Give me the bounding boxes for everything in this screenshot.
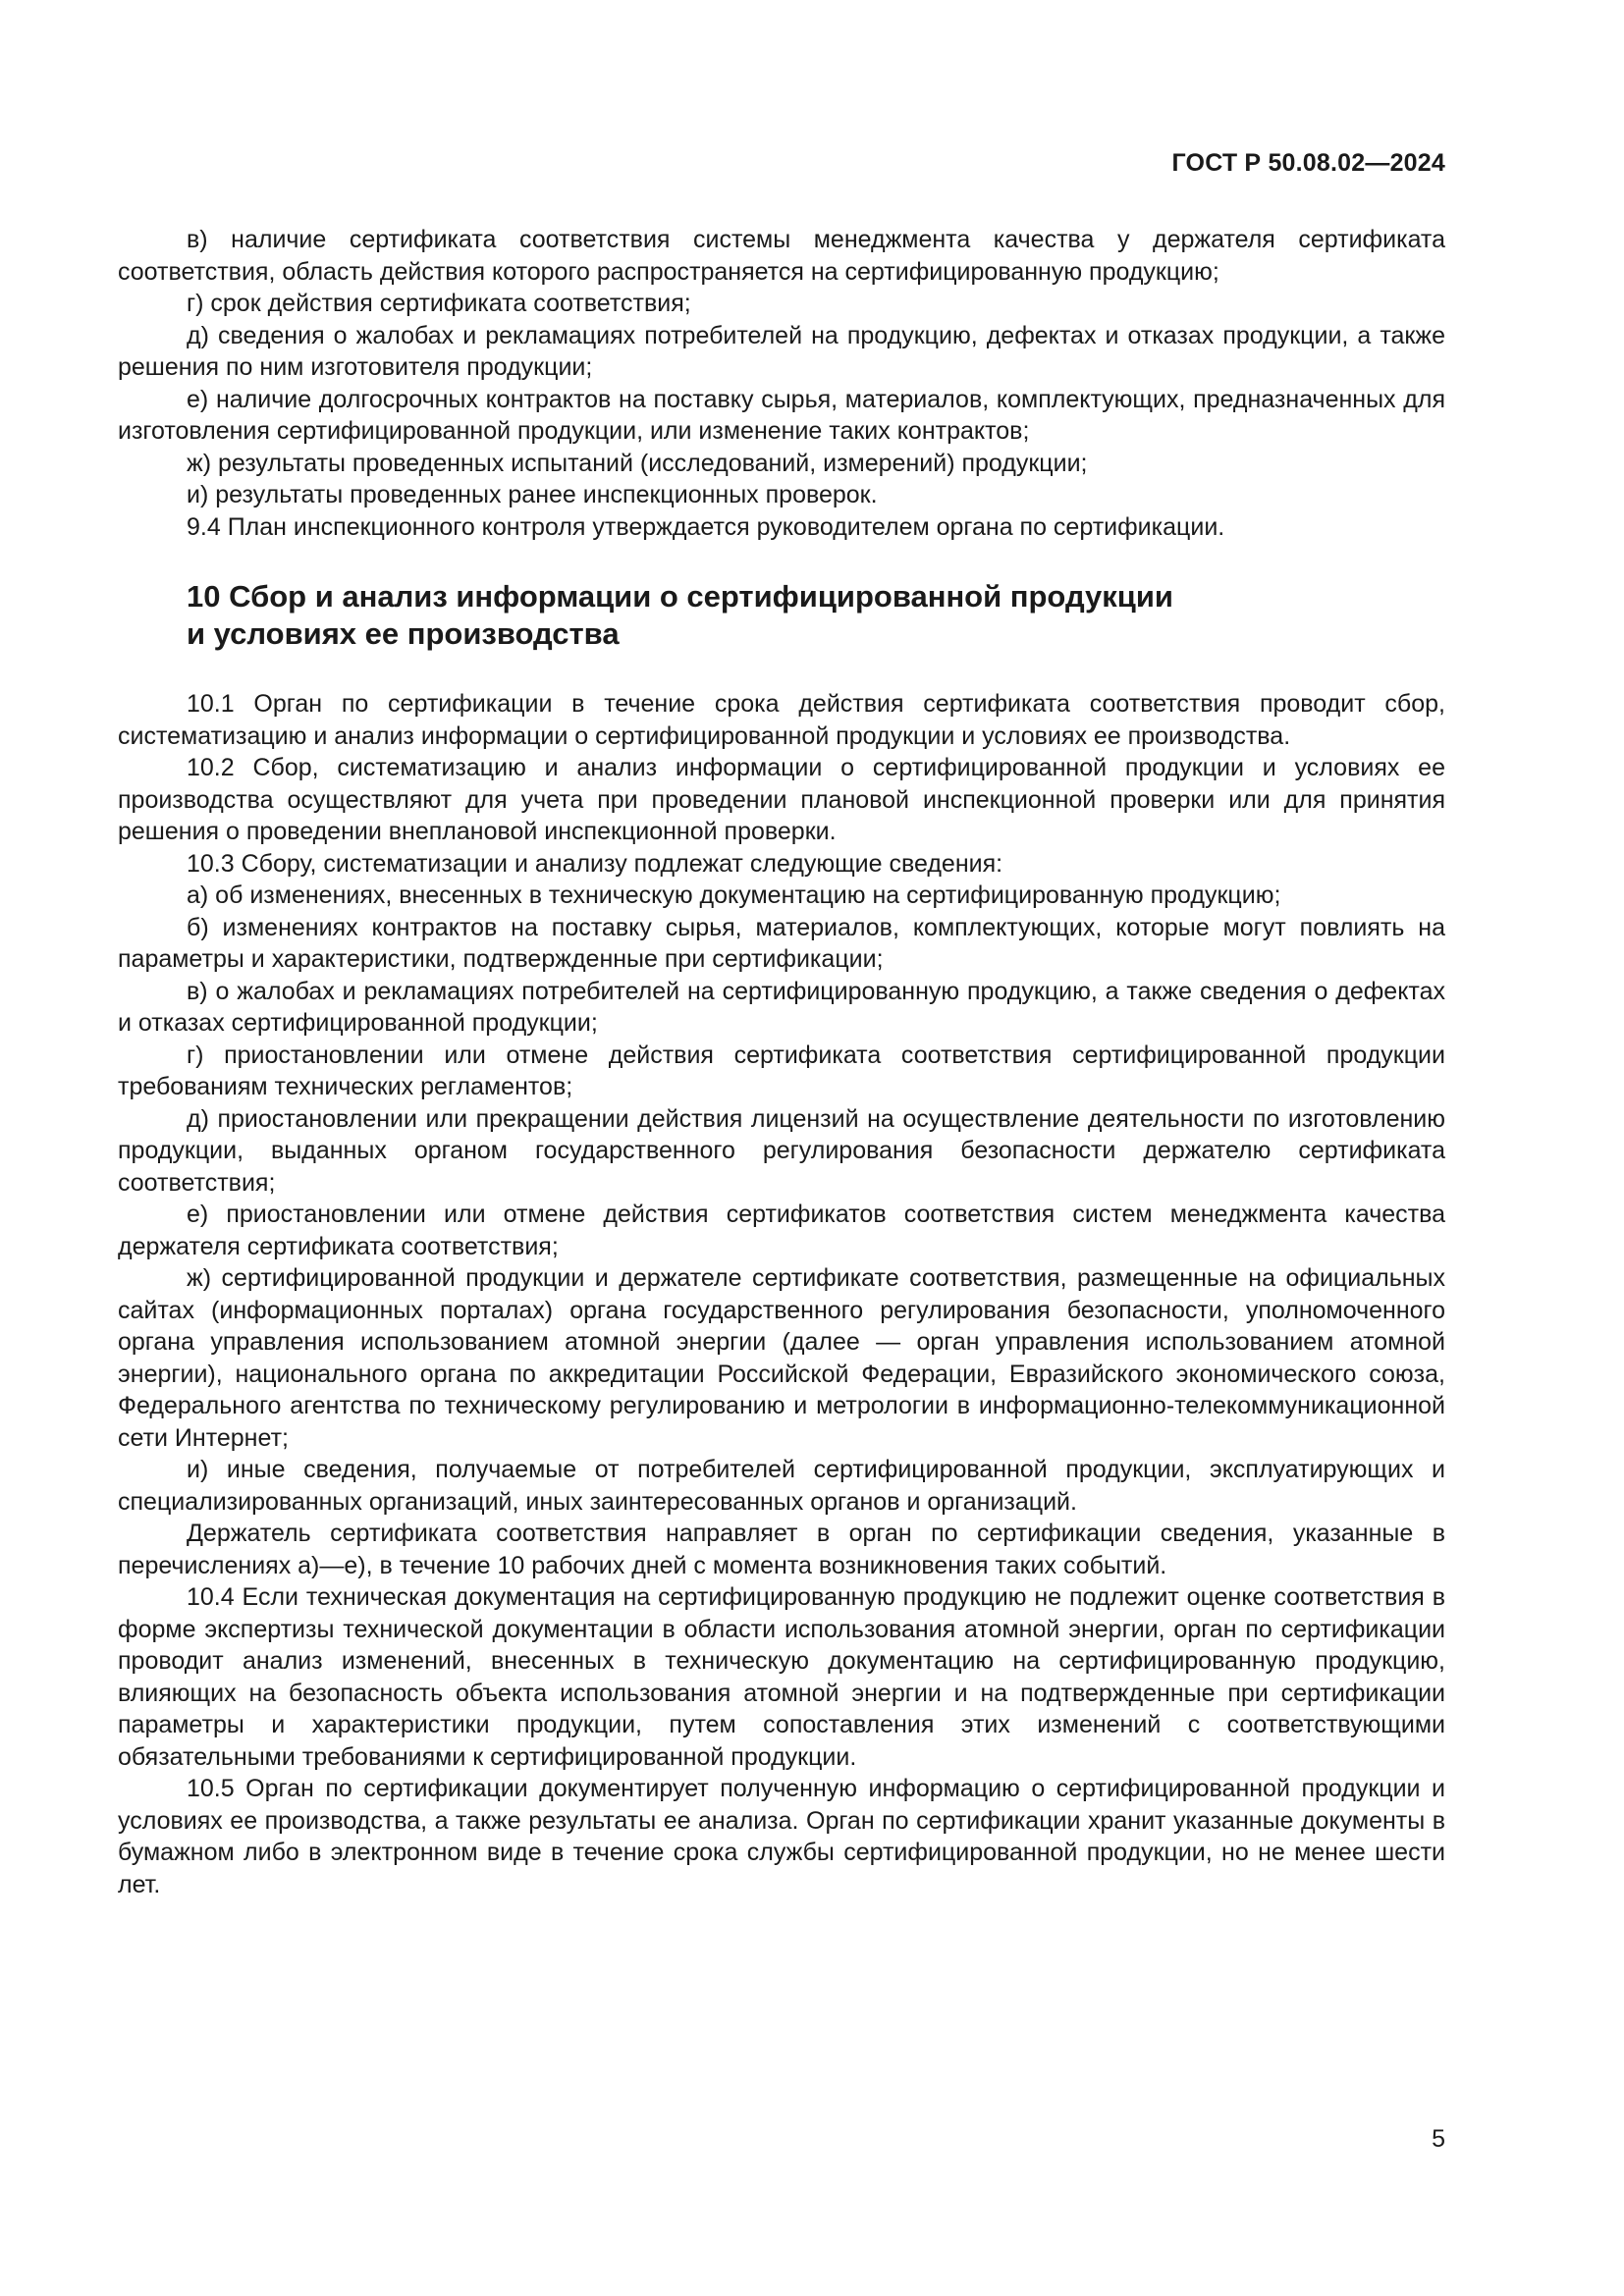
paragraph-i: и) результаты проведенных ранее инспекционных проверок. xyxy=(187,481,878,508)
paragraph-10-4: 10.4 Если техническая документация на сертифицированную продукцию не подлежит оценке соответствия в форме экспертизы технической документации в области использования атомной энергии, орган по сертификации проводит анализ изменений, внесенных в техническую документацию на сертифицированную продукцию, влияющих на безопасность объекта использования атомной энергии и на подтвержденные при сертификации параметры и характеристики продукции, путем сопоставления этих изменений с соответствующими обязательными требованиями к сертифицированной продукции. xyxy=(118,1583,1445,1771)
paragraph-d: д) сведения о жалобах и рекламациях потребителей на продукцию, дефектах и отказах продукции, а также решения по ним изготовителя продукции; xyxy=(118,321,1445,381)
paragraph-holder-obligation: Держатель сертификата соответствия направляет в орган по сертификации сведения, указанные в перечислениях а)—е), в течение 10 рабочих дней с момента возникновения таких событий. xyxy=(118,1520,1445,1579)
paragraph-10-1: 10.1 Орган по сертификации в течение срока действия сертификата соответствия проводит сбор, систематизацию и анализ информации о сертифицированной продукции и условиях ее производства. xyxy=(118,690,1445,750)
list-item-g: г) приостановлении или отмене действия сертификата соответствия сертифицированной продукции требованиям технических регламентов; xyxy=(118,1041,1445,1100)
section-10-heading xyxy=(187,578,1316,653)
page-number: 5 xyxy=(1432,2125,1445,2153)
paragraph-9-4: 9.4 План инспекционного контроля утверждается руководителем органа по сертификации. xyxy=(187,512,1225,541)
list-item-a: а) об изменениях, внесенных в техническую документацию на сертифицированную продукцию; xyxy=(187,881,1281,909)
paragraph-e: е) наличие долгосрочных контрактов на поставку сырья, материалов, комплектующих, предназначенных для изготовления сертифицированной продукции, или изменение таких контрактов; xyxy=(118,385,1445,445)
list-item-i: и) иные сведения, получаемые от потребителей сертифицированной продукции, эксплуатирующих и специализированных организаций, иных заинтересованных органов и организаций. xyxy=(118,1456,1445,1516)
paragraph-10-5: 10.5 Орган по сертификации документирует полученную информацию о сертифицированной продукции и условиях ее производства, а также результаты ее анализа. Орган по сертификации хранит указанные документы в бумажном либо в электронном виде в течение срока службы сертифицированной продукции, но не менее шести лет. xyxy=(118,1775,1445,1898)
document-body xyxy=(118,224,1445,1900)
paragraph-zh: ж) результаты проведенных испытаний (исследований, измерений) продукции; xyxy=(187,449,1088,477)
paragraph-10-3: 10.3 Сбору, систематизации и анализу подлежат следующие сведения: xyxy=(187,849,1003,878)
list-item-e: е) приостановлении или отмене действия сертификатов соответствия систем менеджмента качества держателя сертификата соответствия; xyxy=(118,1201,1445,1260)
document-code-header: ГОСТ Р 50.08.02—2024 xyxy=(1171,149,1445,177)
paragraph-10-2: 10.2 Сбор, систематизацию и анализ информации о сертифицированной продукции и условиях ее производства осуществляют для учета при проведении плановой инспекционной проверки или для принятия решения о проведении внеплановой инспекционной проверки. xyxy=(118,754,1445,845)
section-title-line-2: и условиях ее производства xyxy=(187,616,620,651)
paragraph-v: в) наличие сертификата соответствия системы менеджмента качества у держателя сертификата соответствия, область действия которого распространяется на сертифицированную продукцию; xyxy=(118,226,1445,286)
list-item-zh: ж) сертифицированной продукции и держателе сертификате соответствия, размещенные на официальных сайтах (информационных порталах) органа государственного регулирования безопасности, уполномоченного органа управления использованием атомной энергии (далее — орган управления использованием атомной энергии), национального органа по аккредитации Российской Федерации, Евразийского экономического союза, Федерального агентства по техническому регулированию и метрологии в информационно-телекоммуникационной сети Интернет; xyxy=(118,1264,1445,1452)
list-item-d: д) приостановлении или прекращении действия лицензий на осуществление деятельности по изготовлению продукции, выданных органом государственного регулирования безопасности держателю сертификата соответствия; xyxy=(118,1104,1445,1197)
paragraph-g: г) срок действия сертификата соответствия; xyxy=(187,290,691,317)
list-item-v: в) о жалобах и рекламациях потребителей на сертифицированную продукцию, а также сведения о дефектах и отказах сертифицированной продукции; xyxy=(118,977,1445,1037)
list-item-b: б) изменениях контрактов на поставку сырья, материалов, комплектующих, которые могут повлиять на параметры и характеристики, подтвержденные при сертификации; xyxy=(118,913,1445,973)
section-title-line-1: 10 Сбор и анализ информации о сертифицированной продукции xyxy=(187,579,1173,614)
